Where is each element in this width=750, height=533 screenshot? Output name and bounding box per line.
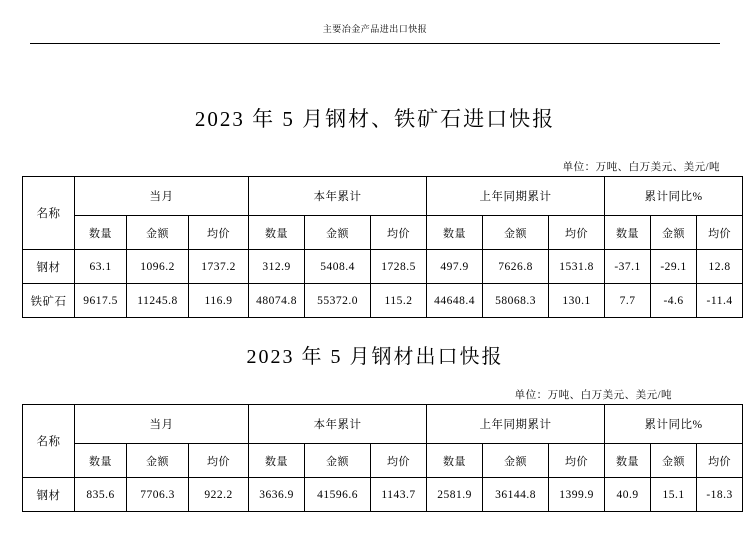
export-report-table	[22, 404, 743, 512]
cell-value: 7.7	[605, 284, 651, 318]
cell-value: 41596.6	[305, 478, 371, 512]
row-label-iron-ore: 铁矿石	[23, 284, 75, 318]
cell-value: 1399.9	[549, 478, 605, 512]
cell-value: 115.2	[371, 284, 427, 318]
subheader-price-2: 均价	[371, 216, 427, 250]
page-header	[0, 0, 750, 44]
header-group-yoy: 累计同比%	[605, 405, 743, 444]
cell-value: -29.1	[651, 250, 697, 284]
table-row	[23, 284, 743, 318]
subheader-price-4: 均价	[697, 444, 743, 478]
table-header-row-sub	[23, 216, 743, 250]
subheader-qty-3: 数量	[427, 444, 483, 478]
cell-value: 3636.9	[249, 478, 305, 512]
cell-value: 312.9	[249, 250, 305, 284]
cell-value: 40.9	[605, 478, 651, 512]
subheader-price-2: 均价	[371, 444, 427, 478]
header-group-ytd: 本年累计	[249, 177, 427, 216]
subheader-price-3: 均价	[549, 444, 605, 478]
subheader-qty-2: 数量	[249, 444, 305, 478]
cell-value: 130.1	[549, 284, 605, 318]
table-row	[23, 250, 743, 284]
cell-value: 48074.8	[249, 284, 305, 318]
subheader-amount-3: 金额	[483, 444, 549, 478]
subheader-amount-4: 金额	[651, 444, 697, 478]
header-group-prev-year: 上年同期累计	[427, 405, 605, 444]
cell-value: 12.8	[697, 250, 743, 284]
header-name-corner: 名称	[23, 177, 75, 250]
subheader-qty-3: 数量	[427, 216, 483, 250]
cell-value: -4.6	[651, 284, 697, 318]
cell-value: 9617.5	[75, 284, 127, 318]
row-label-steel: 钢材	[23, 250, 75, 284]
header-group-ytd: 本年累计	[249, 405, 427, 444]
table-header-row-groups	[23, 177, 743, 216]
subheader-qty-4: 数量	[605, 444, 651, 478]
header-group-current-month: 当月	[75, 405, 249, 444]
cell-value: 44648.4	[427, 284, 483, 318]
subheader-amount-1: 金额	[127, 216, 189, 250]
section2-title: 2023 年 5 月钢材出口快报	[246, 346, 504, 368]
table-header-row-groups	[23, 405, 743, 444]
subheader-amount-3: 金额	[483, 216, 549, 250]
subheader-qty-2: 数量	[249, 216, 305, 250]
cell-value: 7706.3	[127, 478, 189, 512]
cell-value: -11.4	[697, 284, 743, 318]
cell-value: 55372.0	[305, 284, 371, 318]
subheader-qty-1: 数量	[75, 444, 127, 478]
cell-value: 36144.8	[483, 478, 549, 512]
section1-unit-note: 单位：万吨、白万美元、美元/吨	[562, 162, 720, 173]
table-header-row-sub	[23, 444, 743, 478]
cell-value: 63.1	[75, 250, 127, 284]
subheader-price-3: 均价	[549, 216, 605, 250]
cell-value: 58068.3	[483, 284, 549, 318]
section2-unit-note: 单位：万吨、白万美元、美元/吨	[514, 390, 672, 401]
header-divider	[30, 43, 720, 44]
row-label-steel: 钢材	[23, 478, 75, 512]
header-group-yoy: 累计同比%	[605, 177, 743, 216]
subheader-price-1: 均价	[189, 444, 249, 478]
cell-value: 1096.2	[127, 250, 189, 284]
subheader-price-4: 均价	[697, 216, 743, 250]
cell-value: 1531.8	[549, 250, 605, 284]
cell-value: -18.3	[697, 478, 743, 512]
subheader-amount-4: 金额	[651, 216, 697, 250]
subheader-amount-2: 金额	[305, 444, 371, 478]
header-group-current-month: 当月	[75, 177, 249, 216]
running-header-title: 主要冶金产品进出口快报	[322, 24, 428, 34]
header-group-prev-year: 上年同期累计	[427, 177, 605, 216]
cell-value: 835.6	[75, 478, 127, 512]
cell-value: 11245.8	[127, 284, 189, 318]
import-report-table	[22, 176, 743, 318]
cell-value: 15.1	[651, 478, 697, 512]
subheader-qty-1: 数量	[75, 216, 127, 250]
subheader-amount-1: 金额	[127, 444, 189, 478]
header-name-corner: 名称	[23, 405, 75, 478]
section1-title: 2023 年 5 月钢材、铁矿石进口快报	[194, 107, 556, 131]
cell-value: 1143.7	[371, 478, 427, 512]
subheader-amount-2: 金额	[305, 216, 371, 250]
cell-value: 497.9	[427, 250, 483, 284]
cell-value: 116.9	[189, 284, 249, 318]
cell-value: 1737.2	[189, 250, 249, 284]
cell-value: -37.1	[605, 250, 651, 284]
cell-value: 5408.4	[305, 250, 371, 284]
subheader-qty-4: 数量	[605, 216, 651, 250]
table-row	[23, 478, 743, 512]
subheader-price-1: 均价	[189, 216, 249, 250]
cell-value: 2581.9	[427, 478, 483, 512]
cell-value: 7626.8	[483, 250, 549, 284]
cell-value: 922.2	[189, 478, 249, 512]
cell-value: 1728.5	[371, 250, 427, 284]
